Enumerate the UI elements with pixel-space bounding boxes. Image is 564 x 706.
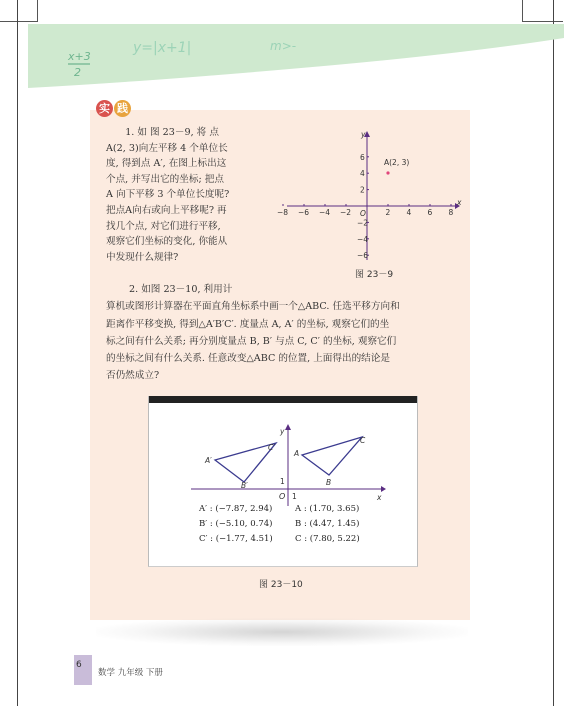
fig1-x-axis-label: x [457, 198, 462, 207]
fig1-y-tick-label: 4 [360, 169, 365, 179]
point-a-label: A(2, 3) [384, 158, 410, 167]
coords-left [199, 502, 273, 547]
crop-mark-top-right-h [522, 21, 563, 22]
fig1-x-tick-label: 4 [406, 208, 412, 217]
banner-formula-1: x+3 [68, 50, 91, 63]
label-a-prime: A′ [205, 456, 212, 465]
problem-1-line: 个点, 并写出它的坐标; 把点 [106, 173, 224, 185]
point-a [386, 171, 389, 174]
fig1-x-tick-label: −2 [340, 208, 352, 217]
banner-formula-4: m>- [270, 39, 297, 53]
fig1-x-tick-label: −4 [319, 208, 331, 217]
fig1-x-tick-label: −6 [298, 208, 310, 217]
coords-right [295, 502, 360, 547]
book-title: 数学 九年级 下册 [98, 668, 163, 678]
fig1-y-axis-label: y [361, 130, 366, 139]
figure-23-9-caption: 图 23－9 [355, 270, 394, 280]
figure-23-10-caption: 图 23－10 [259, 580, 303, 590]
figure-23-10-screenshot [148, 396, 418, 567]
problem-1-text [106, 125, 274, 265]
problem-1-line: 1. 如 图 23－9, 将 点 [125, 127, 219, 138]
fig1-y-tick-label: 2 [360, 185, 365, 195]
fig1-y-tick-label: −6 [357, 251, 369, 261]
fig1-y-tick-label: −2 [357, 218, 369, 228]
coord-b-prime: B′ : (−5.10, 0.74) [199, 519, 273, 529]
problem-1-line: 度, 得到点 A′, 在图上标出这 [106, 158, 227, 170]
translation-diagram [149, 396, 417, 566]
fig1-x-tick-label: 8 [448, 208, 454, 217]
fig2-y-tick: 1 [280, 477, 285, 486]
fig2-origin-label: O [279, 492, 286, 501]
crop-mark-top-right-v [522, 0, 523, 22]
fig1-origin-label: O [360, 209, 366, 218]
problem-1-line: 把点A向右或向上平移呢? 再 [106, 204, 227, 216]
badge-char-1: 实 [96, 100, 113, 117]
coord-c-prime: C′ : (−1.77, 4.51) [199, 534, 273, 544]
fig1-x-tick-label: −8 [277, 208, 289, 217]
problem-2-text [106, 281, 458, 385]
coord-c: C : (7.80, 5.22) [295, 534, 360, 544]
triangle-abc [302, 437, 362, 475]
label-c-prime: C′ [268, 443, 275, 452]
problem-2-line: 距离作平移变换, 得到△A′B′C′. 度量点 A, A′ 的坐标, 观察它们的坐 [106, 318, 390, 330]
section-shadow [96, 618, 468, 646]
fig2-x-axis-label: x [377, 493, 382, 502]
problem-1-line: 观察它们坐标的变化, 你能从 [106, 236, 228, 248]
fig1-y-tick-label: 6 [360, 152, 365, 162]
fig1-x-tick-label: 6 [427, 208, 433, 217]
label-b: B [326, 478, 332, 487]
page-edge-left [17, 0, 18, 706]
problem-1-line: A 向下平移 3 个单位长度呢? [106, 189, 230, 201]
problem-2-line: 否仍然成立? [106, 370, 160, 382]
page-number: 6 [76, 660, 82, 670]
fig2-y-axis-label: y [280, 427, 285, 436]
problem-2-line: 的坐标之间有什么关系. 任意改变△ABC 的位置, 上面得出的结论是 [106, 353, 390, 365]
problem-1-line: 找几个点, 对它们进行平移, [106, 220, 221, 232]
problem-1-line: 中发现什么规律? [106, 251, 179, 263]
label-a: A [294, 449, 300, 458]
crop-mark-top-left-v [37, 0, 38, 22]
practice-badge [96, 100, 131, 117]
problem-2-line: 标之间有什么关系; 再分别度量点 B, B′ 与点 C, C′ 的坐标, 观察它们 [106, 335, 397, 347]
figure-23-9 [277, 125, 463, 265]
banner-formula-2: 2 [74, 66, 81, 79]
fig1-y-tick-label: −4 [357, 234, 369, 244]
problem-2-line: 算机或图形计算器在平面直角坐标系中画一个△ABC. 任选平移方向和 [106, 301, 400, 313]
page-edge-right [553, 0, 554, 706]
problem-2-line: 2. 如图 23－10, 利用计 [129, 284, 233, 295]
label-b-prime: B′ [241, 481, 248, 490]
coord-a-prime: A′ : (−7.87, 2.94) [199, 504, 273, 514]
triangle-a-prime-b-prime-c-prime [215, 443, 276, 482]
fig1-x-tick-label: 2 [385, 208, 391, 217]
crop-mark-top-left-h [0, 21, 38, 22]
coord-a: A : (1.70, 3.65) [295, 504, 360, 514]
header-banner [28, 24, 564, 88]
banner-formula-3: y=|x+1| [133, 40, 192, 56]
badge-char-2: 践 [114, 100, 131, 117]
fig2-x-tick: 1 [292, 492, 297, 501]
coord-b: B : (4.47, 1.45) [295, 519, 360, 529]
label-c: C [360, 436, 366, 445]
problem-1-line: A(2, 3)向左平移 4 个单位长 [106, 142, 228, 154]
